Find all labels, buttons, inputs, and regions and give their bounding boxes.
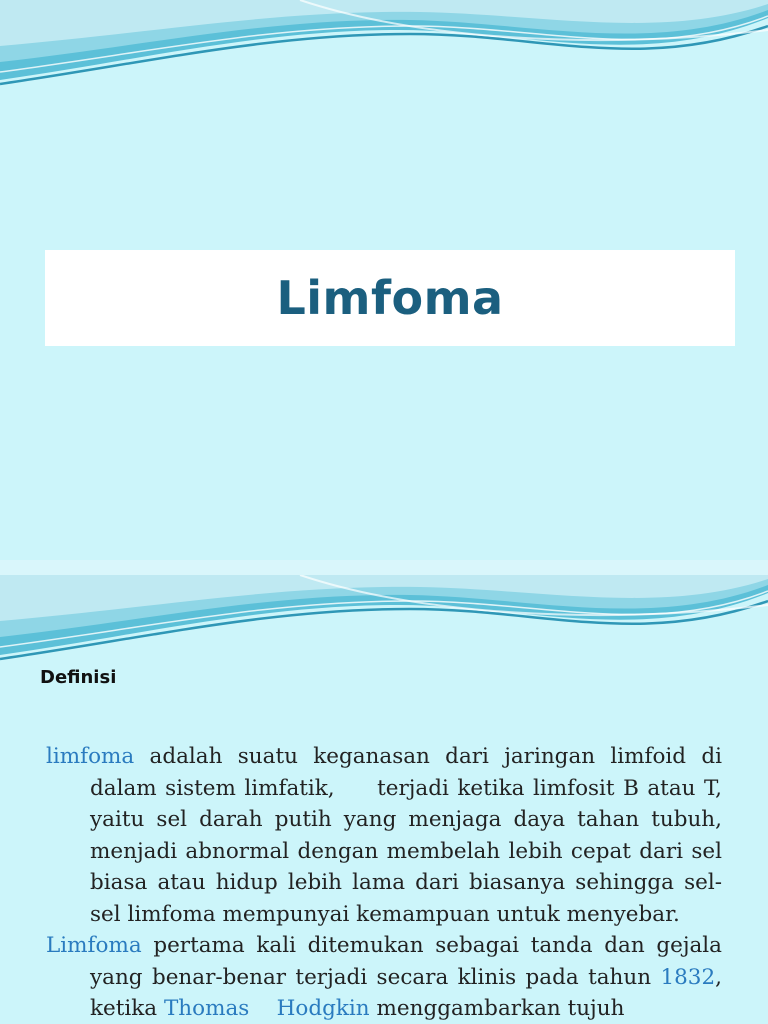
wave-decoration	[0, 0, 768, 110]
paragraph-text: menggambarkan tujuh	[369, 996, 625, 1021]
person-first-name: Thomas	[163, 996, 250, 1021]
person-link[interactable]	[164, 996, 370, 1021]
section-heading: Definisi	[40, 667, 117, 688]
history-paragraph	[46, 930, 722, 1024]
definition-body	[46, 741, 722, 1024]
term-link[interactable]: Limfoma	[46, 933, 142, 958]
paragraph-text: pertama kali ditemukan sebagai tanda dan gejala yang benar-benar terjadi secara klinis pada tahun	[90, 933, 722, 990]
definition-slide	[0, 575, 768, 1024]
year-link[interactable]: 1832	[660, 964, 716, 990]
person-last-name: Hodgkin	[276, 996, 370, 1021]
definition-paragraph	[46, 741, 722, 930]
paragraph-text: adalah suatu keganasan dari jaringan limfoid di dalam sistem limfatik, terjadi ketika limfosit B atau T, yaitu sel darah putih yang menjaga daya tahan tubuh, menjadi abnormal dengan membelah lebih cepat dari sel biasa atau hidup lebih lama dari biasanya sehingga sel-sel limfoma mempunyai kemampuan untuk menyebar.	[90, 744, 722, 927]
slide-title: Limfoma	[276, 271, 504, 325]
paragraph-text: , ketika	[90, 964, 722, 1021]
term-link[interactable]: limfoma	[46, 744, 135, 769]
title-box	[45, 250, 735, 346]
